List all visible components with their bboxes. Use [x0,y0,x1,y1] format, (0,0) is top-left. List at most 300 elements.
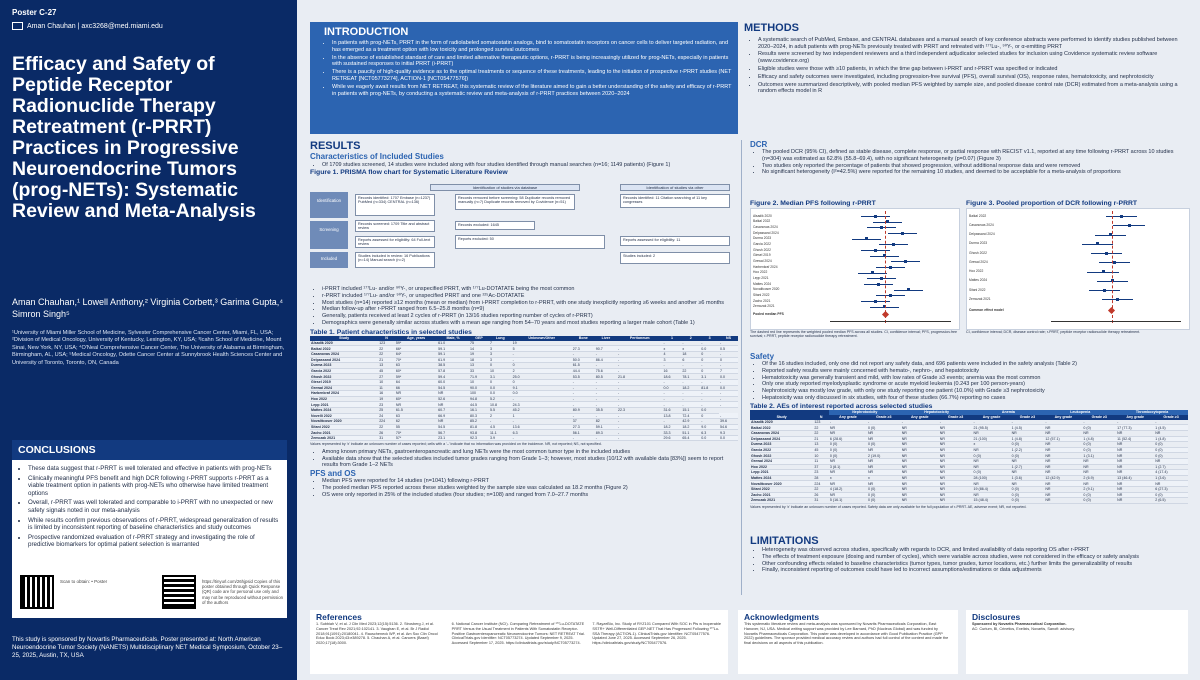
table-cell: - [572,351,595,357]
table-cell: 5 (16.1) [829,498,867,504]
table-cell: - [663,402,682,408]
table-cell: - [617,379,663,385]
table-cell: - [719,341,738,346]
dcr-item: • The pooled DCR (95% CI), defined as stable disease, complete response, or partial response with RECIST v1.1, reported at any time following r-PRRT across 10 studies (n=304) was estimated as 62.8% (55.8–69.4), with no significant heterogeneity (p=0.07) (Figure 3) [762,149,1188,163]
table-cell: NR [1044,447,1082,453]
conclusions-list [12,465,287,549]
forest-point [880,277,883,280]
forest-study-label: Baikal 2022 [969,213,987,218]
table-cell: 19 [378,396,395,402]
figure3-forest-plot [966,208,1190,330]
table-cell: 9.1 [512,385,572,391]
table-cell: - [663,391,682,397]
table-cell: 17 (77.3) [1116,425,1154,431]
limitation-item: • Finally, inconsistent reporting of outcomes could have led to incorrect assumptions/estimations or data adjustments [762,567,1188,574]
forest-point [889,266,892,269]
table-cell: 1 [512,413,572,419]
table-cell: 80.9 [572,407,595,413]
table-cell: 60.7 [437,407,469,413]
table-cell: - [595,435,617,441]
table-cell: NR [1044,458,1082,464]
table-cell: 0 (0) [1082,447,1116,453]
table-cell: 0.0 [489,391,512,397]
forest-point [1103,289,1106,292]
pfs-item: • OS were only reported in 25% of the included studies (four studies; n=108) and ranged from 7.0–27.7 months [322,492,738,499]
table-cell: 7 [489,341,512,346]
table-cell: x [973,442,1011,448]
table-cell: NR [1116,464,1154,470]
table-cell: - [681,363,700,369]
table-header-cell: Liver [595,336,617,341]
figure2-note: The dashed red line represents the weighted pooled median PFS across all studies. CI, confidence interval; PFS, progression-free survival; r-PRRT, peptide receptor radionuclide therapy retreatment. [750,330,957,339]
table2-notes: Values represented by 'x' indicate an unknown number of cases reported. Safety data are only available for the full population of r-PRRT. AE, adverse event; NR, not reported. [750,504,1027,509]
conclusion-item: • Prospective randomized evaluation of r-PRRT strategy and investigating the role of predictive biomarkers for optimal patient selection is warranted [28,534,281,549]
table-cell: Grewal 2024 [750,458,813,464]
table-cell: 75.6 [595,368,617,374]
figure2-forest-plot [750,208,960,330]
prisma-other-header: Identification of studies via other [620,184,730,191]
table-cell: 10 [378,379,395,385]
table-cell: NR [437,419,469,425]
forest-study-label: Alsadik 2020 [753,213,772,218]
figure3-title: Figure 3. Pooled proportion of DCR following r-PRRT [966,200,1138,207]
table-cell: 0 (0) [1011,492,1045,498]
forest-pooled-label: Pooled median PFS [753,311,784,316]
table1 [310,336,738,442]
table-cell: 123 [813,420,829,425]
table-cell: 18.2 [681,385,700,391]
table-cell: 27.3 [572,424,595,430]
forest-study-label: Grewal 2024 [969,259,988,264]
forest-point [1113,261,1116,264]
intro-item: • There is a paucity of high-quality evidence as to the optimal treatments or sequence of these treatments, leading to the initiation of prospective r-PRRT studies (NET RETREAT [NCT05773274], ACTION-1 [NCT05477576]) [332,69,732,82]
table-cell: NR [395,391,437,397]
table-cell: NR [1082,481,1116,487]
table-cell: 6 [681,357,700,363]
table-cell: NR [1154,458,1188,464]
table-header-cell: Bone [572,336,595,341]
table-cell: 24 [378,413,395,419]
table-cell: 33 [469,368,489,374]
table-cell: 0.0 [700,435,719,441]
forest-study-label: Ghosh 2022 [753,247,771,252]
table-cell: 13.8 [663,413,682,419]
characteristics-heading: Characteristics of Included Studies [310,152,444,161]
table-cell: NR [1044,486,1082,492]
table-cell: 54.6 [719,424,738,430]
table-cell: - [1116,420,1154,425]
table-cell: 28 [813,475,829,481]
table-cell: 70* [395,357,437,363]
references-col2: 6. National Cancer Institute (NCI). Comparing Retreatment of ¹⁷⁷Lu-DOTATATE PRRT Versus the Usual Treatment in Patients With Somatostatin Receptor-Positive Gastroenteropancreatic Neuroendocrine Tumors: NET RETREAT Trial. ClinicalTrials.gov Identifier: NCT05773274. Updated September 9, 2025. Accessed September 17, 2025. https://clinicaltrials.gov/study/NCT05773274. [451,622,585,646]
introduction-list [310,40,738,97]
table-cell: - [572,379,595,385]
table-cell: 89.3 [595,430,617,436]
contact-text: Aman Chauhan | axc3268@med.miami.edu [27,22,163,30]
table-cell: NR [867,458,901,464]
table-cell: NR [939,464,973,470]
disclosures-box [966,610,1188,674]
table-cell: 28 (100) [973,475,1011,481]
table-cell: 1 (4.5) [1154,425,1188,431]
acknowledgments-box [738,610,958,674]
table-cell: 23 [813,470,829,476]
qr-code-icon[interactable] [20,575,54,609]
table-cell: Zacho 2021 [750,492,813,498]
methods-list [744,37,1184,95]
table-cell: 5 [512,346,572,352]
safety-item: • Only one study reported myelodysplastic syndrome or acute myeloid leukemia (0.243 per 100 person-years) [762,381,1188,388]
table-cell: Sitani 2022 [310,424,378,430]
table-cell: 59* [395,341,437,346]
table-cell: - [617,435,663,441]
table-cell: NR [1044,498,1082,504]
table-cell: 15 (48.4) [973,498,1011,504]
forest-point [892,243,895,246]
table-cell: - [700,396,719,402]
table-cell: 59.1 [437,346,469,352]
table-cell: 3.9 [489,435,512,441]
forest-study-label: Mattes 2024 [969,278,988,283]
prisma-other-assessed: Reports assessed for eligibility: 11 [620,236,730,246]
table-cell: 10 [489,368,512,374]
forest-reference-line [885,211,886,323]
table-cell: - [512,396,572,402]
table-cell: Garcia 2022 [750,447,813,453]
dcr-list [750,149,1188,176]
table-cell: Alsadik 2020 [750,420,813,425]
table-cell: - [700,363,719,369]
table-cell: 3 [663,357,682,363]
table-cell: 6 (27.3) [1154,486,1188,492]
table-cell: 60* [395,396,437,402]
table-cell: 81.8 [469,424,489,430]
table-cell: 0 (0) [1154,447,1188,453]
sponsor-note: This study is sponsored by Novartis Pharmaceuticals. Poster presented at: North American Neuroendocrine Tumor Society (NANETS) Multidisciplinary NET Medical Symposium, October 23–25, 2025, Austin, TX, USA [12,636,283,659]
qr-code-icon[interactable] [162,575,196,609]
table-cell: 0 (0) [1154,453,1188,459]
footer-row [310,610,1188,676]
table-header-cell: GEP [469,336,489,341]
prisma-stage-identification: Identification [310,192,348,218]
table-cell: 0.0 [489,385,512,391]
table-cell: 90.7 [595,346,617,352]
forest-point [889,294,892,297]
table-cell: NR [939,492,973,498]
table-cell: - [617,402,663,408]
table-cell: 1 (3.6) [1154,475,1188,481]
forest-study-label: Durma 2023 [753,236,772,241]
table-header-cell: N [378,336,395,341]
figure2-title: Figure 2. Median PFS following r-PRRT [750,200,876,207]
table-cell: 10 [813,453,829,459]
table-cell: 12 (42.9) [1044,475,1082,481]
table-group-header: Hepatotoxicity [901,410,973,415]
table-cell: 0 (0) [829,447,867,453]
table-cell: 19 [512,341,572,346]
table-cell: - [617,368,663,374]
table-cell: Novalitcoser 2020 [750,481,813,487]
table-cell: 86.4 [595,357,617,363]
table-cell: 0 [512,379,572,385]
table-cell: 60.0 [437,379,469,385]
table-cell: - [700,379,719,385]
method-item: • Efficacy and safety outcomes were investigated, including progression-free survival (PFS), overall survival (OS), response rates, hematotoxicity, and nephrotoxicity [758,74,1180,81]
table-cell: 13 (46.4) [1116,475,1154,481]
table-cell: 22 [378,351,395,357]
forest-point [874,249,877,252]
conclusion-item: • Overall, r-PRRT was well tolerated and comparable to i-PRRT with no unexpected or new safety signals noted in our meta-analysis [28,499,281,514]
table-cell: Mattes 2024 [310,407,378,413]
table-cell: NR [437,402,469,408]
table2-title: Table 2. AEs of interest reported across selected studies [750,402,933,410]
table-cell: 4 (18.2) [829,486,867,492]
table-cell: NR [1044,492,1082,498]
table-cell: 0 [700,351,719,357]
prisma-records-excluded: Records excluded: 1645 [455,221,535,230]
limitations-heading: LIMITATIONS [750,535,819,547]
table-cell: x [867,475,901,481]
table-cell: 57.8 [437,368,469,374]
table-cell: NR [867,430,901,436]
table-cell: NR [1011,430,1045,436]
table-cell: - [595,351,617,357]
search-list [310,162,738,169]
after-table-list [310,449,738,469]
table-cell: 0 [719,357,738,363]
table-cell: - [617,357,663,363]
table-cell: 21 (100) [973,436,1011,442]
table-cell: 0 (0) [1011,498,1045,504]
table-cell: Delpassand 2024 [750,436,813,442]
table-cell: Zacho 2021 [310,430,378,436]
references-heading: References [316,612,362,622]
table-cell: 56.7 [437,430,469,436]
table-cell: NR [939,475,973,481]
table-cell: 0 [700,413,719,419]
qr2-caption: https://tinyurl.com/26hjpsid Copies of this poster obtained through Quick Response (QR) code are for personal use only and may not be reproduced without permission of the authors [202,579,283,605]
table-cell: Hoo 2022 [750,464,813,470]
table-header-cell: Any grade [1044,415,1082,420]
table-cell: 6 (28.6) [829,436,867,442]
table-cell: - [681,402,700,408]
method-item: • Eligible studies were those with ≥10 patients, in which the time gap between i-PRRT and r-PRRT was specified or indicated [758,66,1180,73]
forest-study-label: Casanovas 2024 [969,222,994,227]
table-cell: 65.4 [681,435,700,441]
results-item: • Generally, patients received at least 2 cycles of r-PRRT (in 13/16 studies reporting number of cycles of r-PRRT) [322,313,738,320]
table-cell: 0 (0) [867,492,901,498]
table-cell: 44.5 [469,402,489,408]
table-cell: NR [901,458,939,464]
table-cell: NR [1154,430,1188,436]
results-list [310,286,738,327]
table-cell: 1 (4.8) [1154,436,1188,442]
table-cell: - [595,385,617,391]
table-cell: NR [829,458,867,464]
table-cell: 0 (0) [1082,425,1116,431]
results-bullets [310,286,738,499]
conclusion-item: • These data suggest that r-PRRT is well tolerated and effective in patients with prog-NETs [28,465,281,473]
forest-point [877,283,880,286]
table-cell: - [595,379,617,385]
table-cell: NR [1116,481,1154,487]
table-cell: 26 [813,492,829,498]
table-cell: - [512,435,572,441]
table-cell: NR [1116,447,1154,453]
safety-heading: Safety [750,352,775,361]
safety-item: • Of the 16 studies included, only one did not report any safety data, and 696 patients were included in the safety analysis (Table 2) [762,361,1188,368]
table-cell: NR [901,442,939,448]
conclusions-box [12,440,287,618]
table-cell: Alsadik 2020 [310,341,378,346]
table-cell: NR [1082,458,1116,464]
table-cell: 13.6 [512,424,572,430]
table-group-header: Nephrotoxicity [829,410,901,415]
table-cell: - [681,379,700,385]
table-cell: 59.1 [437,351,469,357]
table-cell: Giesel 2019 [310,379,378,385]
forest-study-label: Hoo 2022 [753,270,768,275]
table-cell: 59.1 [595,424,617,430]
table-cell: 2 (19.0) [867,453,901,459]
table-cell: 4 [663,351,682,357]
forest-study-label: Garcia 2022 [753,241,771,246]
pfs-heading: PFS and OS [310,469,356,479]
table-cell: 37 [813,464,829,470]
prisma-records-removed: Records removed before screening: 58 Duplicate records removed manually (n=7) Duplicate records removed by Covidence (n=51) [455,194,575,210]
authors: Aman Chauhan,¹ Lowell Anthony,² Virginia Corbett,³ Garima Gupta,⁴ Simron Singh⁵ [12,297,284,319]
forest-study-label: Zemczak 2021 [969,296,991,301]
table-cell: 94.8 [469,396,489,402]
table-cell: - [1044,420,1082,425]
table-cell: 1 (4.8) [1011,436,1045,442]
table-cell: - [719,396,738,402]
table-cell: 0 [489,379,512,385]
table-cell: 0 (0) [1011,486,1045,492]
table-cell: 90.0 [469,385,489,391]
table-cell: NR [1011,458,1045,464]
forest-point [886,220,889,223]
forest-axis [830,321,951,322]
table2-body [750,420,1188,503]
table-cell: Harbenkraf 2024 [310,391,378,397]
table-header-cell: Grade ≥3 [867,415,901,420]
forest-point [874,300,877,303]
forest-study-label: Mattes 2024 [753,281,772,286]
table-cell: NR [1044,464,1082,470]
table-cell: - [617,424,663,430]
affiliations: ¹University of Miami Miller School of Medicine, Sylvester Comprehensive Cancer Center, Miami, FL, USA; ²Division of Medical Oncology, University of Kentucky, Lexington, KY, USA; ³Icahn School of Medicine, Mount Sinai, New York, NY, USA; ⁴O'Neal Comprehensive Cancer Center, The University of Alabama at Birmingham, Birmingham, AL, USA; ⁵Medical Oncology, Odette Cancer Center at Sunnybrook Health Sciences Center and University of Toronto, Toronto, ON, Canada [12,330,285,366]
table-cell: 11.1 [489,430,512,436]
table-cell: 5.2 [489,396,512,402]
table-cell: 19 [469,351,489,357]
acknowledgments-heading: Acknowledgments [744,612,820,622]
table-cell: 0 (0) [1082,492,1116,498]
forest-point [901,232,904,235]
table-cell: 0 (0) [973,470,1011,476]
table-header-cell: Grade ≥3 [1011,415,1045,420]
table-cell: - [663,379,682,385]
forest-point [1120,215,1123,218]
table2 [750,410,1188,504]
table-cell: 1 (4.8) [1082,436,1116,442]
table-cell: 0 (0) [829,442,867,448]
table-cell: Lepp 2021 [310,402,378,408]
table-cell: 0.0 [719,385,738,391]
table-cell: 6.3 [512,430,572,436]
table-cell: NR [1082,464,1116,470]
table-cell: 123 [378,341,395,346]
table-cell: NR [939,486,973,492]
table-cell: NR [939,453,973,459]
table-cell: - [617,346,663,352]
prisma-reports-excluded: Reports excluded: 50 [455,235,605,249]
table-cell: 18 [469,357,489,363]
forest-study-label: Novalitcoser 2020 [753,287,780,292]
table-cell: - [617,391,663,397]
table-cell: NR [1116,458,1154,464]
table-cell: 100 [469,391,489,397]
table-cell: - [617,413,663,419]
table-header-cell: Study [750,415,813,420]
table-group-header: Thrombocytopenia [1116,410,1188,415]
table-cell: NR [901,430,939,436]
table-cell: 45.2 [512,407,572,413]
table-cell: 11 [378,385,395,391]
poster-title: Efficacy and Safety of Peptide Receptor Radionuclide Therapy Retreatment (r-PRRT) Practices in Progressive Neuroendocrine Tumors (prog-NETs): Systematic Review and Meta-Analysis [12,53,256,222]
conclusions-heading: CONCLUSIONS [12,440,287,460]
table-cell: 0.0 [700,346,719,352]
contact [12,22,163,30]
table-cell: - [700,419,719,425]
table-cell: 16 [663,368,682,374]
introduction-box [310,22,738,134]
table-cell: 31 [813,498,829,504]
table-cell: 21 [813,436,829,442]
table-cell: NR [939,436,973,442]
table-cell: 15.1 [681,407,700,413]
table-cell: NR [901,425,939,431]
table-cell: - [512,357,572,363]
table-cell: Grewal 2024 [310,385,378,391]
table-cell: 0 (0) [867,498,901,504]
table-cell: 25 [378,407,395,413]
table-cell: 0.0 [719,374,738,380]
table-cell: 224 [813,481,829,487]
table-header-cell: Grade ≥3 [939,415,973,420]
table-cell: NR [395,402,437,408]
table-cell: - [617,351,663,357]
table-header-cell: N [813,415,829,420]
table-cell: 224 [378,419,395,425]
table-cell: NR [829,425,867,431]
table-header-cell: Any grade [973,415,1011,420]
table-cell: NR [867,436,901,442]
prisma-db-header: Identification of studies via database [430,184,580,191]
table-cell: 10 [469,379,489,385]
acknowledgments-text: This systematic literature review and meta-analysis was sponsored by Novartis Pharmaceuticals Corporation, East Hanover, NJ, USA. Medical writing support was provided by Lee Barnard, PhD (Nucleus Global) and was funded by Novartis Pharmaceuticals Corporation. This poster was developed in accordance with Good Publication Practice (GPP 2022) guidelines. The sponsor provided medical accuracy review and authors had full control of the content and made the final decisions on all aspects of this publication. [744,622,949,646]
table-cell: 4.5 [489,424,512,430]
table-cell: - [700,391,719,397]
prisma-studies-included: Studies included in review: 16 Publications (n=14) Manual search (n=2) [355,252,435,268]
table-cell: 72.4 [681,413,700,419]
prisma-records-identified: Records identified: 1707 Embase (n=1237) PubMed (n=334) CENTRAL (n=136) [355,194,435,216]
table-cell: NR [1116,498,1154,504]
table-cell: Durma 2023 [750,442,813,448]
table-cell: NR [437,391,469,397]
prisma-other-included: Studies included: 2 [620,252,730,264]
table-cell: 4 (17.4) [1154,470,1188,476]
